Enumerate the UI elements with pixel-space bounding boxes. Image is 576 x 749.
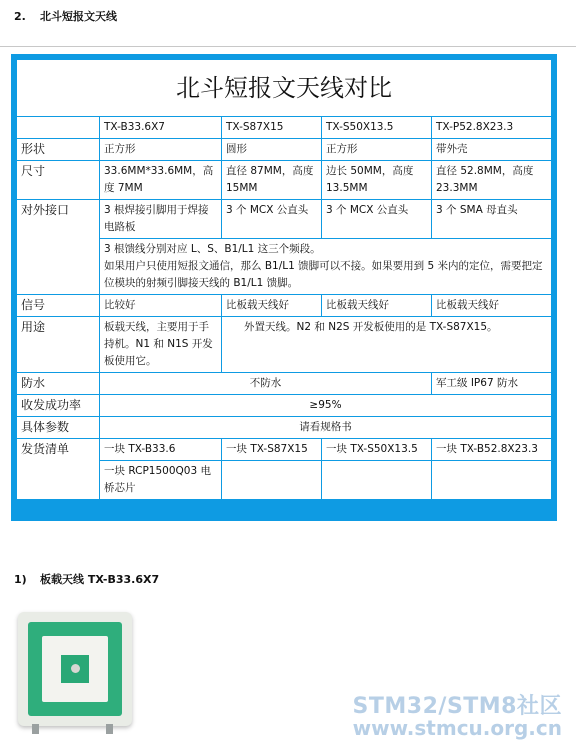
table-cell: 比板载天线好 (222, 295, 322, 317)
subsection-title: 板载天线 TX-B33.6X7 (40, 573, 160, 586)
antenna-body (18, 612, 132, 726)
subsection-heading (14, 571, 159, 587)
table-cell (100, 239, 552, 295)
table-row (17, 117, 552, 139)
table-row (17, 295, 552, 317)
table-row (17, 161, 552, 200)
table-row (17, 417, 552, 439)
table-title: 北斗短报文天线对比 (17, 60, 552, 117)
table-cell: 33.6MM*33.6MM，高度 7MM (100, 161, 222, 200)
watermark-line: STM32/STM8社区 (352, 694, 562, 719)
table-cell: TX-B33.6X7 (100, 117, 222, 139)
table-cell: 比板载天线好 (432, 295, 552, 317)
table-row (17, 139, 552, 161)
antenna-pin (32, 724, 39, 734)
table-cell (17, 117, 100, 139)
divider (0, 46, 576, 47)
interface-note: 如果用户只使用短报文通信，那么 B1/L1 馈脚可以不接。如果要用到 5 米内的定位，需要把定位模块的射频引脚接天线的 B1/L1 馈脚。 (104, 260, 543, 289)
table-cell: 3 个 MCX 公直头 (322, 200, 432, 239)
table-cell: 圆形 (222, 139, 322, 161)
table-cell: 比较好 (100, 295, 222, 317)
table-cell: 军工级 IP67 防水 (432, 373, 552, 395)
table-cell: 不防水 (100, 373, 432, 395)
table-cell: 一块 TX-S50X13.5 (322, 439, 432, 461)
table-cell: 外置天线。N2 和 N2S 开发板使用的是 TX-S87X15。 (222, 317, 552, 373)
table-cell: 一块 TX-S87X15 (222, 439, 322, 461)
table-cell (222, 461, 322, 500)
table-cell: 正方形 (322, 139, 432, 161)
antenna-photo (18, 612, 136, 740)
antenna-center (61, 655, 89, 683)
table-cell (432, 461, 552, 500)
comparison-table-frame (11, 54, 557, 521)
table-cell: 带外壳 (432, 139, 552, 161)
row-label: 防水 (17, 373, 100, 395)
interface-note: 3 根馈线分别对应 L、S、B1/L1 这三个频段。 (104, 243, 321, 255)
table-row (17, 439, 552, 461)
table-row (17, 395, 552, 417)
row-label: 收发成功率 (17, 395, 100, 417)
table-cell: 请看规格书 (100, 417, 552, 439)
table-cell: 比板载天线好 (322, 295, 432, 317)
section-number: 2. (14, 10, 26, 23)
feed-point (71, 664, 80, 673)
row-label: 发货清单 (17, 439, 100, 500)
antenna-patch (42, 636, 108, 702)
table-cell (322, 461, 432, 500)
table-cell: 一块 RCP1500Q03 电桥芯片 (100, 461, 222, 500)
table-cell: TX-S50X13.5 (322, 117, 432, 139)
row-label: 形状 (17, 139, 100, 161)
table-row (17, 200, 552, 239)
table-row (17, 373, 552, 395)
table-cell: 一块 TX-B33.6 (100, 439, 222, 461)
row-label: 尺寸 (17, 161, 100, 200)
antenna-substrate (28, 622, 122, 716)
table-title-row (17, 60, 552, 117)
subsection-number: 1) (14, 573, 27, 586)
row-label: 用途 (17, 317, 100, 373)
comparison-table (16, 59, 552, 500)
section-heading (14, 8, 117, 24)
table-cell: 板载天线，主要用于手持机。N1 和 N1S 开发板使用它。 (100, 317, 222, 373)
table-cell: TX-S87X15 (222, 117, 322, 139)
row-label: 对外接口 (17, 200, 100, 295)
watermark-line: www.stmcu.org.cn (352, 716, 562, 740)
table-cell: 3 个 SMA 母直头 (432, 200, 552, 239)
table-cell: 3 个 MCX 公直头 (222, 200, 322, 239)
row-label: 具体参数 (17, 417, 100, 439)
table-cell: 边长 50MM，高度 13.5MM (322, 161, 432, 200)
antenna-pin (106, 724, 113, 734)
table-cell: 3 根焊接引脚用于焊接电路板 (100, 200, 222, 239)
row-label: 信号 (17, 295, 100, 317)
table-cell: 直径 52.8MM，高度 23.3MM (432, 161, 552, 200)
section-title: 北斗短报文天线 (40, 10, 117, 23)
table-cell: TX-P52.8X23.3 (432, 117, 552, 139)
table-row (17, 317, 552, 373)
table-cell: 直径 87MM，高度 15MM (222, 161, 322, 200)
table-cell: 正方形 (100, 139, 222, 161)
table-cell: ≥95% (100, 395, 552, 417)
table-cell: 一块 TX-B52.8X23.3 (432, 439, 552, 461)
